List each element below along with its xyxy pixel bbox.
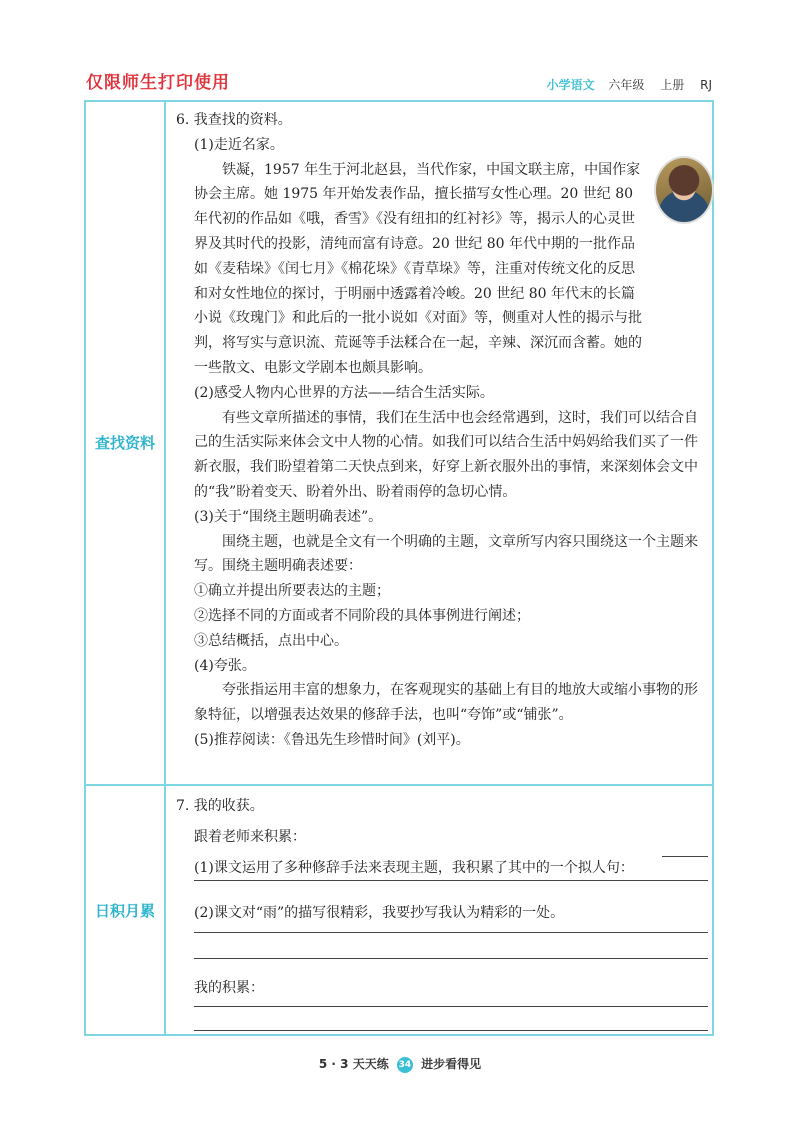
s3-text: 围绕主题，也就是全文有一个明确的主题，文章所写内容只围绕这一个主题来写。围绕主题明确表述要：: [194, 533, 698, 575]
answer-line-2[interactable]: [194, 932, 708, 933]
s1-text: 铁凝，1957 年生于河北赵县，当代作家，中国文联主席，中国作家协会主席。她 1975 年开始发表作品，擅长描写女性心理。20 世纪 80 年代初的作品如《哦，香雪》《没有纽扣的红衬衫》等，揭示人的心灵世界及其时代的投影，清纯而富有诗意。20 世纪 80 年代中期的一批作品如《麦秸垛》《闰七月》《棉花垛》《青草垛》等，注重对传统文化的反思和对女性地位的探讨，于明丽中透露着冷峻。20 世纪 80 年代末的长篇小说《玫瑰门》和此后的一批小说如《对面》等，侧重对人性的揭示与批判，将写实与意识流、荒诞等手法糅合在一起，辛辣、深沉而含蓄。她的一些散文、电影文学剧本也颇具影响。: [194, 161, 642, 376]
answer-line-1[interactable]: [194, 880, 708, 881]
answer-line-5[interactable]: [194, 1030, 708, 1031]
search-content: [176, 108, 706, 753]
s3-title: (3)关于“围绕主题明确表述”。: [194, 508, 383, 525]
column-divider: [164, 102, 166, 1034]
worksheet-frame: [84, 100, 714, 1036]
print-notice-title: 仅限师生打印使用: [86, 73, 230, 93]
s3-item-3: ③总结概括，点出中心。: [194, 632, 348, 649]
answer-line-4[interactable]: [194, 1006, 708, 1007]
section-divider: [86, 784, 712, 786]
footer-series: 5 · 3 天天练: [318, 1057, 389, 1071]
s4-text: 夸张指运用丰富的想象力，在客观现实的基础上有目的地放大或缩小事物的形象特征，以增强表达效果的修辞手法，也叫“夸饰”或“铺张”。: [194, 682, 698, 724]
s4-title: (4)夸张。: [194, 657, 256, 674]
subject-label: 小学语文: [546, 78, 595, 92]
q7-prompt-2: (2)课文对“雨”的描写很精彩，我要抄写我认为精彩的一处。: [194, 905, 565, 921]
search-section-label: 查找资料: [94, 434, 155, 452]
page-number: 34: [397, 1057, 413, 1073]
s2-title: (2)感受人物内心世界的方法——结合生活实际。: [194, 384, 494, 401]
s1-title: (1)走近名家。: [194, 136, 284, 153]
answer-line-1-tail[interactable]: [662, 856, 708, 857]
q7-my-accumulation: 我的积累：: [194, 980, 264, 996]
page-footer: [0, 1055, 800, 1073]
s2-text: 有些文章所描述的事情，我们在生活中也会经常遇到，这时，我们可以结合自己的生活实际来体会文中人物的心情。如我们可以结合生活中妈妈给我们买了一件新衣服，我们盼望着第二天快点到来，好穿上新衣服外出的事情，来深刻体会文中的“我”盼着变天、盼着外出、盼着雨停的急切心情。: [194, 409, 698, 500]
book-info: [547, 76, 712, 93]
accumulate-section-label: 日积月累: [94, 902, 155, 920]
question-6-title: 6. 我查找的资料。: [176, 112, 292, 128]
q7-intro: 跟着老师来积累：: [194, 829, 306, 845]
question-7-title: 7. 我的收获。: [176, 798, 264, 814]
footer-slogan: 进步看得见: [421, 1057, 482, 1071]
s3-item-2: ②选择不同的方面或者不同阶段的具体事例进行阐述；: [194, 607, 530, 624]
answer-line-3[interactable]: [194, 958, 708, 959]
volume-label: 上册: [660, 78, 685, 92]
edition-label: RJ: [700, 78, 712, 92]
accumulate-content: [176, 794, 706, 1001]
q7-prompt-1: (1)课文运用了多种修辞手法来表现主题，我积累了其中的一个拟人句：: [194, 860, 634, 876]
grade-label: 六年级: [608, 78, 645, 92]
s5-title: (5)推荐阅读：《鲁迅先生珍惜时间》(刘平)。: [194, 731, 470, 748]
s3-item-1: ①确立并提出所要表达的主题；: [194, 583, 390, 600]
